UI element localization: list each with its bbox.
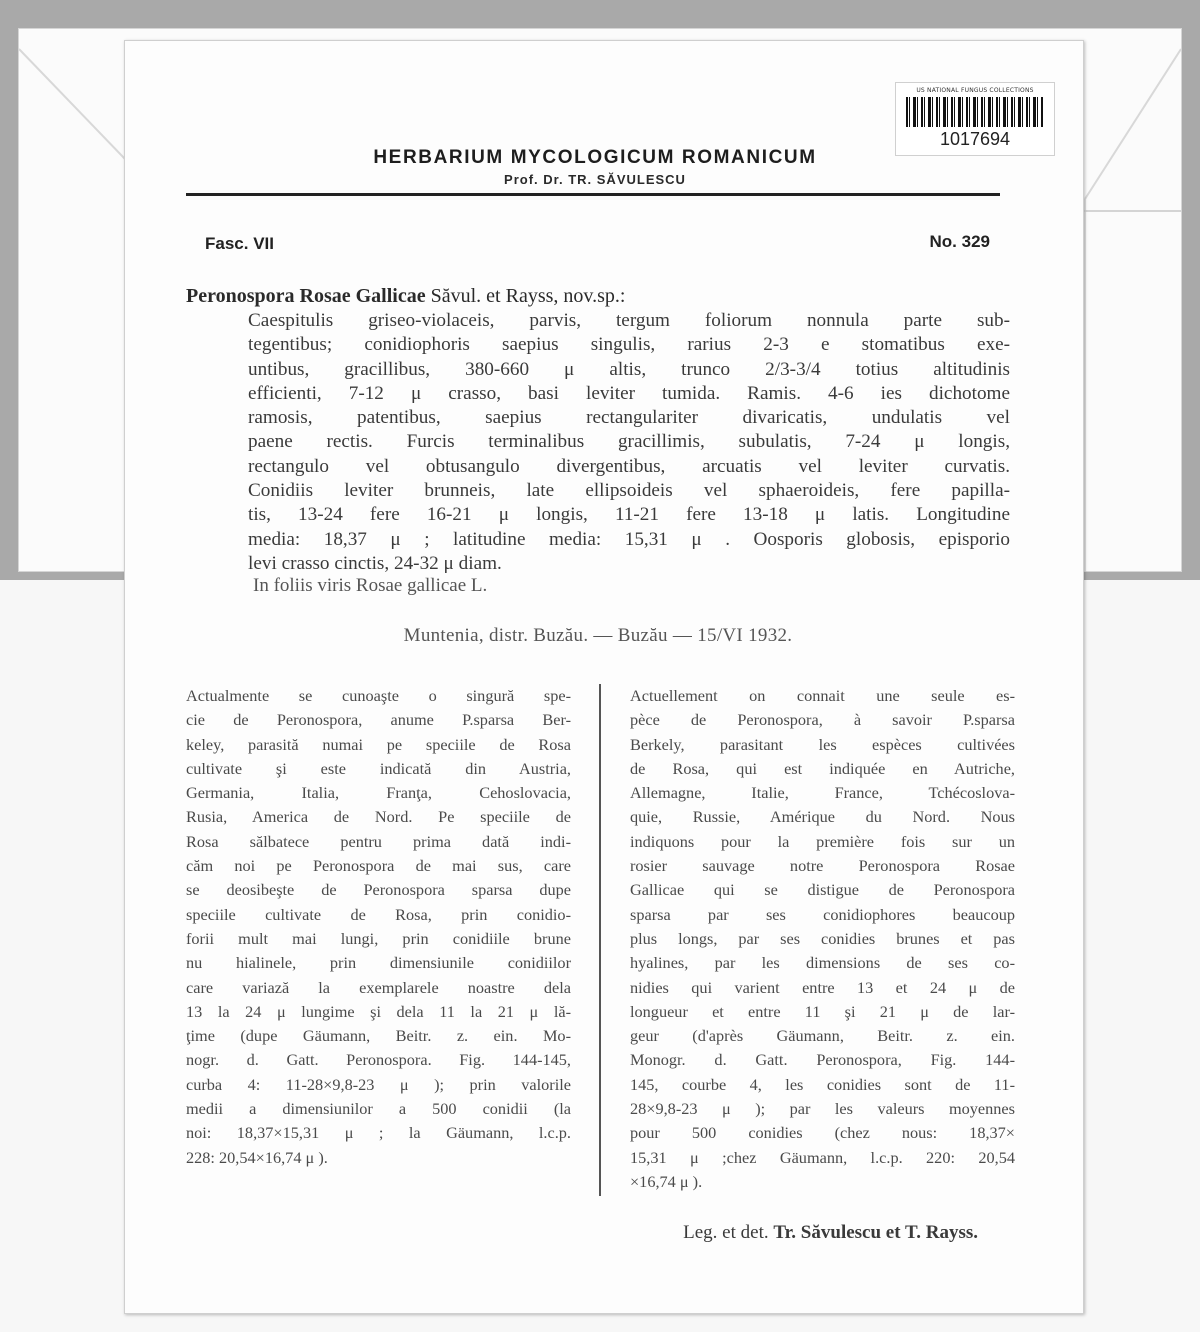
diagnosis-line: ramosis, patentibus, saepius rectangulariter divaricatis, undulatis vel [248, 407, 1010, 429]
note-line: keley, parasită numai pe speciile de Rosa [186, 734, 571, 754]
note-line: forii mult mai lungi, prin conidiile brune [186, 928, 571, 948]
note-line: Germania, Italia, Franţa, Cehoslovacia, [186, 783, 571, 803]
diagnosis-line: Conidiis leviter brunneis, late ellipsoideis vel sphaeroideis, fere papilla- [248, 480, 1010, 502]
barcode-caption: US NATIONAL FUNGUS COLLECTIONS [916, 87, 1034, 94]
locality-line: Muntenia, distr. Buzău. — Buzău — 15/VI 1932. [403, 625, 793, 646]
note-line: căm noi pe Peronospora de mai sus, care [186, 856, 571, 876]
specimen-number: No. 329 [929, 232, 990, 251]
note-line: pour 500 conidies (chez nous: 18,37× [630, 1123, 1015, 1143]
note-line: 13 la 24 μ lungime şi dela 11 la 21 μ lă- [186, 1001, 571, 1021]
diagnosis-line: media: 18,37 μ ; latitudine media: 15,31 μ . Oosporis globosis, episporio [248, 528, 1010, 550]
note-line: nu hialinele, prin dimensiunile conidiilor [186, 953, 571, 973]
note-line: nidies qui varient entre 13 et 24 μ de [630, 977, 1015, 997]
diagnosis-line: rectangulo vel obtusangulo divergentibus, arcuatis vel leviter curvatis. [248, 455, 1010, 477]
note-line: speciile cultivate de Rosa, prin conidio- [186, 904, 571, 924]
note-line: nogr. d. Gatt. Peronospora. Fig. 144-145, [186, 1050, 571, 1070]
barcode-number: 1017694 [939, 129, 1011, 149]
diagnosis-line: efficienti, 7-12 μ crasso, basi leviter tumida. Ramis. 4-6 ies dichotome [248, 382, 1010, 404]
signature-prefix: Leg. et det. [683, 1222, 769, 1243]
header-divider [186, 193, 1000, 196]
note-line: care variază la exemplarele noastre dela [186, 977, 571, 997]
note-line: Berkely, parasitant les espèces cultivées [630, 734, 1015, 754]
collector-signature [560, 1222, 978, 1244]
note-line: plus longs, par ses conidies brunes et pas [630, 928, 1015, 948]
note-line: Actuellement on connait une seule es- [630, 686, 1015, 705]
note-line: Rosa sălbatece pentru prima dată indi- [186, 831, 571, 851]
note-line: medii a dimensiunilor a 500 conidii (la [186, 1099, 571, 1119]
diagnosis-line: untibus, gracillibus, 380-660 μ altis, trunco 2/3-3/4 totius altitudinis [248, 358, 1010, 380]
note-line: Rusia, America de Nord. Pe speciile de [186, 807, 571, 827]
note-line: hyalines, par les dimensions de ses co- [630, 953, 1015, 973]
note-line: pèce de Peronospora, à savoir P.sparsa [630, 710, 1015, 730]
note-line: 28×9,8-23 μ ); par les valeurs moyennes [630, 1099, 1015, 1119]
header-title: HERBARIUM MYCOLOGICUM ROMANICUM [373, 147, 817, 168]
romanian-note [186, 684, 571, 1170]
note-line: noi: 18,37×15,31 μ ; la Gäumann, l.c.p. [186, 1123, 571, 1143]
diagnosis-line: tegentibus; conidiophoris saepius singulis, rarius 2-3 e stomatibus exe- [248, 334, 1010, 356]
column-divider [599, 684, 601, 1196]
diagnosis-line: Caespitulis griseo-violaceis, parvis, tergum foliorum nonnula parte sub- [248, 310, 1010, 331]
note-line: indiquons pour la première fois sur un [630, 831, 1015, 851]
diagnosis-line: levi crasso cinctis, 24-32 μ diam. [248, 552, 502, 574]
note-line: rosier sauvage notre Peronospora Rosae [630, 856, 1015, 876]
note-line: geur (d'après Gäumann, Beitr. z. ein. [630, 1026, 1015, 1046]
note-line: 15,31 μ ;chez Gäumann, l.c.p. 220: 20,54 [630, 1147, 1015, 1167]
fascicle-label: Fasc. VII [205, 234, 274, 253]
latin-diagnosis [248, 309, 1010, 576]
host-note: In foliis viris Rosae gallicae L. [253, 575, 488, 596]
note-line: longueur et entre 11 şi 21 μ de lar- [630, 1001, 1015, 1021]
species-heading [186, 285, 625, 308]
note-line: ţime (dupe Gäumann, Beitr. z. ein. Mo- [186, 1026, 571, 1046]
note-line: Gallicae qui se distigue de Peronospora [630, 880, 1015, 900]
header-subtitle: Prof. Dr. TR. SĂVULESCU [504, 172, 686, 187]
note-line: sparsa par ses conidiophores beaucoup [630, 904, 1015, 924]
note-line: cie de Peronospora, anume P.sparsa Ber- [186, 710, 571, 730]
diagnosis-line: paene rectis. Furcis terminalibus gracillimis, subulatis, 7-24 μ longis, [248, 431, 1010, 453]
note-line: Actualmente se cunoaşte o singură spe- [186, 686, 571, 705]
note-line: Allemagne, Italie, France, Tchécoslova- [630, 783, 1015, 803]
note-line: Monogr. d. Gatt. Peronospora, Fig. 144- [630, 1050, 1015, 1070]
note-line: de Rosa, qui est indiquée en Autriche, [630, 758, 1015, 778]
barcode-icon [906, 97, 1044, 127]
note-line: se deosibeşte de Peronospora sparsa dupe [186, 880, 571, 900]
note-line: 145, courbe 4, les conidies sont de 11- [630, 1074, 1015, 1094]
note-line: 228: 20,54×16,74 μ ). [186, 1147, 328, 1167]
note-line: curba 4: 11-28×9,8-23 μ ); prin valorile [186, 1074, 571, 1094]
note-line: cultivate şi este indicată din Austria, [186, 758, 571, 778]
diagnosis-line: tis, 13-24 fere 16-21 μ longis, 11-21 fere 13-18 μ latis. Longitudine [248, 504, 1010, 526]
note-line: quie, Russie, Amérique du Nord. Nous [630, 807, 1015, 827]
note-line: ×16,74 μ ). [630, 1171, 703, 1191]
french-note [630, 684, 1015, 1194]
species-name: Peronospora Rosae Gallicae [186, 285, 426, 307]
signature-authors: Tr. Săvulescu et T. Rayss. [773, 1222, 978, 1243]
barcode-label [895, 82, 1055, 156]
species-authority: Săvul. et Rayss, nov.sp.: [430, 285, 626, 307]
